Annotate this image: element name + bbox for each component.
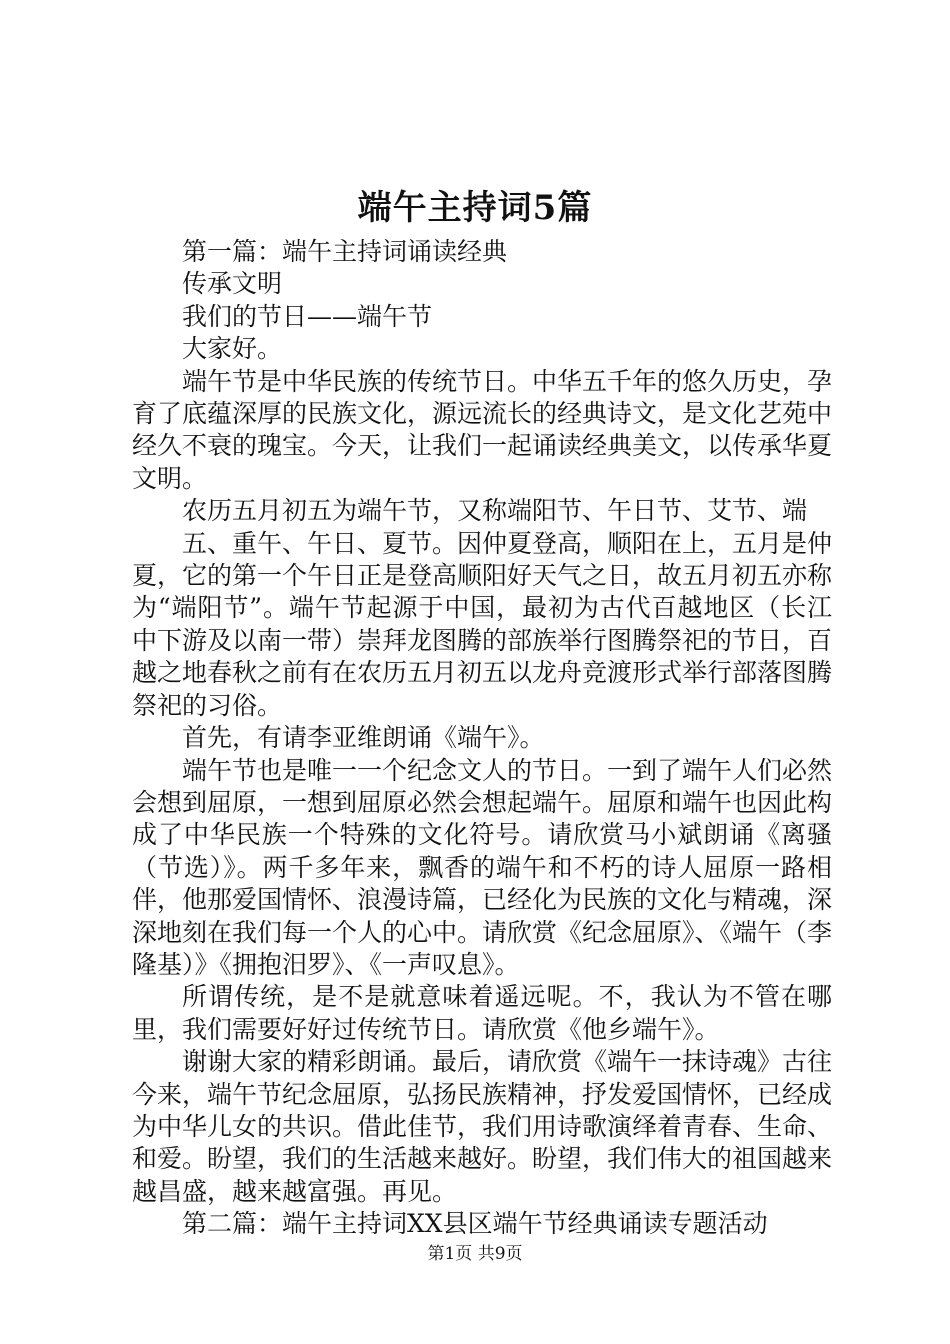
paragraph-tradition: 所谓传统，是不是就意味着遥远呢。不，我认为不管在哪里，我们需要好好过传统节日。请欣赏《他乡端午》。 [132, 982, 832, 1044]
paragraph-origin-continued: 五、重午、午日、夏节。因仲夏登高，顺阳在上，五月是仲夏，它的第一个午日正是登高顺阳好天气之日，故五月初五亦称为“端阳节”。端午节起源于中国，最初为古代百越地区（长江中下游及以南一带）崇拜龙图腾的部族举行图腾祭祀的节日，百越之地春秋之前有在农历五月初五以龙舟竞渡形式举行部落图腾祭祀的习俗。 [132, 528, 833, 720]
paragraph-subtitle-line-1: 传承文明 [182, 269, 283, 299]
page-number-footer: 第1页 共9页 [427, 1244, 523, 1264]
paragraph-closing: 谢谢大家的精彩朗诵。最后，请欣赏《端午一抹诗魂》古往今来，端午节纪念屈原，弘扬民族精神，抒发爱国情怀，已经成为中华儿女的共识。借此佳节，我们用诗歌演绎着青春、生命、和爱。盼望，我们的生活越来越好。盼望，我们伟大的祖国越来越昌盛，越来越富强。再见。 [132, 1047, 833, 1206]
paragraph-intro: 端午节是中华民族的传统节日。中华五千年的悠久历史，孕育了底蕴深厚的民族文化，源远流长的经典诗文，是文化艺苑中经久不衰的瑰宝。今天，让我们一起诵读经典美文，以传承华夏文明。 [132, 366, 833, 493]
paragraph-origin-start: 农历五月初五为端午节，又称端阳节、午日节、艾节、端 [182, 496, 808, 526]
paragraph-first-recital: 首先，有请李亚维朗诵《端午》。 [182, 723, 545, 753]
paragraph-greeting: 大家好。 [182, 334, 283, 364]
paragraph-second-section-heading: 第二篇：端午主持词XX县区端午节经典诵读专题活动 [182, 1209, 768, 1239]
document-title: 端午主持词5篇 [357, 188, 593, 228]
paragraph-qu-yuan: 端午节也是唯一一个纪念文人的节日。一到了端午人们必然会想到屈原，一想到屈原必然会想起端午。屈原和端午也因此构成了中华民族一个特殊的文化符号。请欣赏马小斌朗诵《离骚（节选）》。两千多年来，飘香的端午和不朽的诗人屈原一路相伴，他那爱国情怀、浪漫诗篇，已经化为民族的文化与精魂，深深地刻在我们每一个人的心中。请欣赏《纪念屈原》、《端午（李隆基）》《拥抱汨罗》、《一声叹息》。 [132, 755, 833, 979]
document-body [132, 236, 832, 1241]
paragraph-subtitle-line-2: 我们的节日——端午节 [182, 301, 433, 331]
paragraph-section-heading: 第一篇：端午主持词诵读经典 [182, 237, 508, 266]
